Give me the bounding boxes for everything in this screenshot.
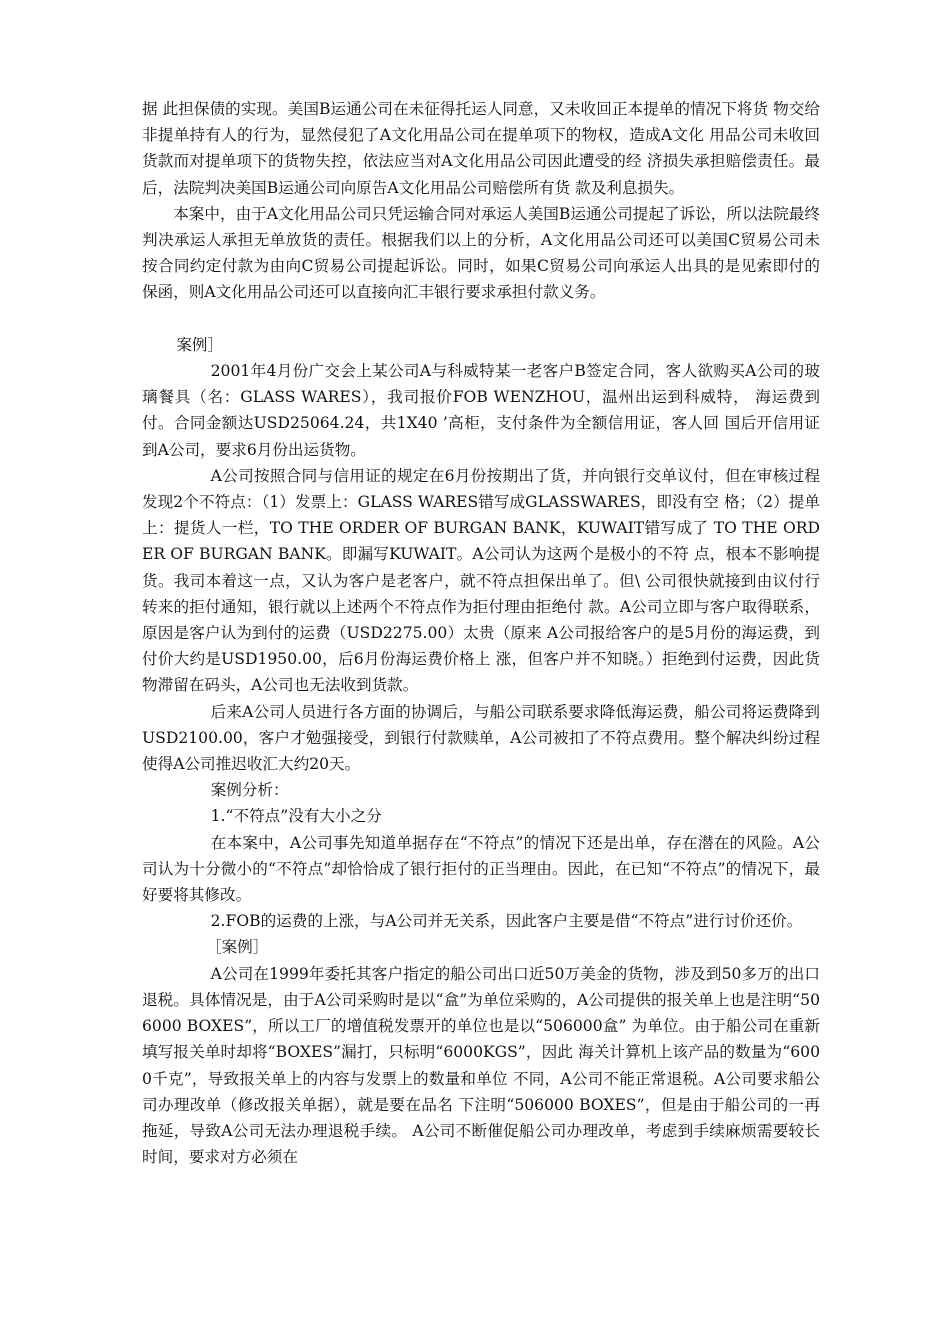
document-page (142, 96, 820, 1170)
paragraph-export-rebate: A公司在1999年委托其客户指定的船公司出口近50万美金的货物，涉及到50多万的出口退税。具体情况是，由于A公司采购时是以“盒”为单位采购的，A公司提供的报关单上也是注明“506000 BOXES”，所以工厂的增值税发票开的单位也是以“506000盒” 为单位。由于船公司在重新填写报关单时却将“BOXES”漏打，只标明“6000KGS”，因此 海关计算机上该产品的数量为“6000千克”，导致报关单上的内容与发票上的数量和单位 不同，A公司不能正常退税。A公司要求船公司办理改单（修改报关单据），就是要在品名 下注明“506000 BOXES”，但是由于船公司的一再拖延，导致A公司无法办理退税手续。 A公司不断催促船公司办理改单，考虑到手续麻烦需要较长时间，要求对方必须在 (142, 964, 820, 1167)
paragraph-liability: 据 此担保债的实现。美国B运通公司在未征得托运人同意，又未收回正本提单的情况下将货 物交给非提单持有人的行为，显然侵犯了A文化用品公司在提单项下的物权，造成A文化 用品公司未收回货款而对提单项下的货物失控，依法应当对A文化用品公司因此遭受的经 济损失承担赔偿责任。最后，法院判决美国B运通公司向原告A文化用品公司赔偿所有货 款及利息损失。 (142, 100, 820, 197)
paragraph-analysis-1: 在本案中，A公司事先知道单据存在“不符点”的情况下还是出单，存在潜在的风险。A公司认为十分微小的“不符点”却恰恰成了银行拒付的正当理由。因此，在已知“不符点”的情况下，最好要将其修改。 (142, 833, 820, 905)
case-heading-1: 案例］ (176, 335, 224, 354)
paragraph-discrepancies: A公司按照合同与信用证的规定在6月份按期出了货，并向银行交单议付，但在审核过程发现2个不符点：（1）发票上：GLASS WARES错写成GLASSWARES，即没有空 格；（2）提单上：提货人一栏，TO THE ORDER OF BURGAN BANK，KUWAIT错写成了 TO THE ORDER OF BURGAN BANK。即漏写KUWAIT。A公司认为这两个是极小的不符 点，根本不影响提货。我司本着这一点，又认为客户是老客户，就不符点担保出单了。但\ 公司很快就接到由议付行转来的拒付通知，银行就以上述两个不符点作为拒付理由拒绝付 款。A公司立即与客户取得联系，原因是客户认为到付的运费（USD2275.00）太贵（原来 A公司报给客户的是5月份的海运费，到付价大约是USD1950.00，后6月份海运费价格上 涨，但客户并不知晓。）拒绝到付运费，因此货物滞留在码头，A公司也无法收到货款。 (142, 466, 820, 695)
paragraph-gap (142, 306, 820, 332)
paragraph-case-summary: 本案中，由于A文化用品公司只凭运输合同对承运人美国B运通公司提起了诉讼，所以法院最终判决承运人承担无单放货的责任。根据我们以上的分析，A文化用品公司还可以美国C贸易公司未按合同约定付款为由向C贸易公司提起诉讼。同时，如果C贸易公司向承运人出具的是见索即付的保函，则A文化用品公司还可以直接向汇丰银行要求承担付款义务。 (142, 204, 820, 302)
analysis-point-1-title: 1.“不符点”没有大小之分 (210, 807, 382, 826)
paragraph-resolution: 后来A公司人员进行各方面的协调后，与船公司联系要求降低海运费，船公司将运费降到USD2100.00，客户才勉强接受，到银行付款赎单，A公司被扣了不符点费用。整个解决纠纷过程使得A公司推迟收汇大约20天。 (142, 702, 820, 774)
case-heading-2: ［案例］ (205, 938, 269, 957)
paragraph-analysis-2: 2.FOB的运费的上涨，与A公司并无关系，因此客户主要是借“不符点”进行讨价还价。 (210, 912, 803, 931)
analysis-heading: 案例分析： (210, 781, 289, 800)
paragraph-contract: 2001年4月份广交会上某公司A与科威特某一老客户B签定合同，客人欲购买A公司的玻璃餐具（名：GLASS WARES），我司报价FOB WENZHOU，温州出运到科威特， 海运费到付。合同金额达USD25064.24，共1X40 ’高柜，支付条件为全额信用证，客人回 国后开信用证到A公司，要求6月份出运货物。 (142, 362, 820, 459)
